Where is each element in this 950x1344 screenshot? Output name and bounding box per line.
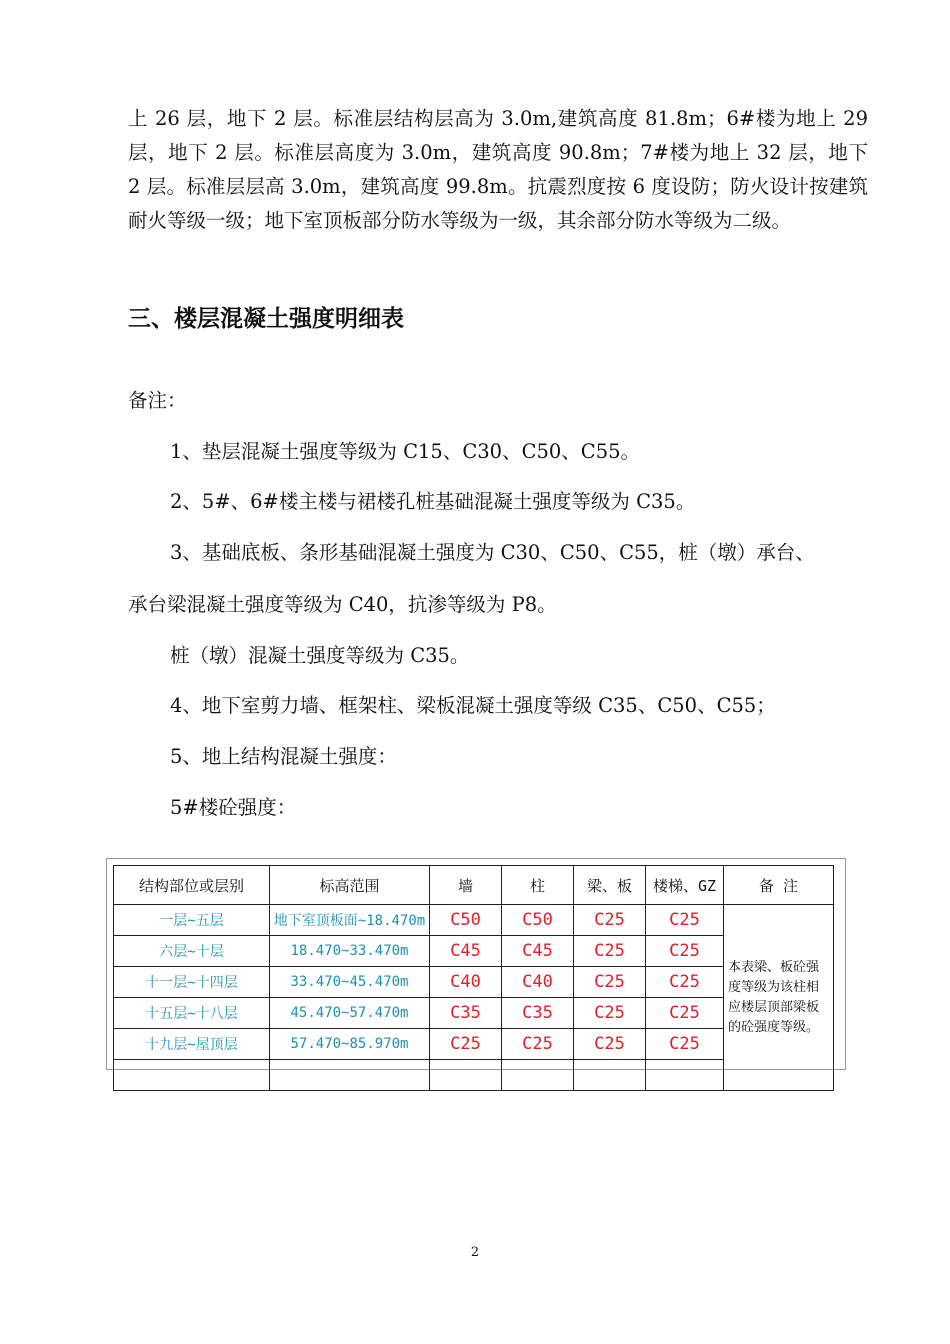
header-floor: 结构部位或层别 xyxy=(114,866,270,905)
header-column: 柱 xyxy=(502,866,574,905)
empty-cell xyxy=(430,1060,502,1091)
empty-cell xyxy=(114,1060,270,1091)
header-remarks: 备 注 xyxy=(724,866,834,905)
note-3-line-1: 3、基础底板、条形基础混凝土强度为 C30、C50、C55，桩（墩）承台、 xyxy=(170,541,815,564)
empty-cell xyxy=(646,1060,724,1091)
elevation-cell: 57.470~85.970m xyxy=(270,1029,430,1060)
elevation-cell: 地下室顶板面~18.470m xyxy=(270,905,430,936)
stair-grade-cell: C25 xyxy=(646,998,724,1029)
stair-grade-cell: C25 xyxy=(646,905,724,936)
empty-cell xyxy=(502,1060,574,1091)
note-2: 2、5#、6#楼主楼与裙楼孔桩基础混凝土强度等级为 C35。 xyxy=(170,490,696,513)
beam-grade-cell: C25 xyxy=(574,967,646,998)
note-5: 5、地上结构混凝土强度： xyxy=(170,745,397,768)
table-header-row xyxy=(114,866,834,905)
floor-cell: 十九层~屋顶层 xyxy=(114,1029,270,1060)
note-4: 4、地下室剪力墙、框架柱、梁板混凝土强度等级 C35、C50、C55； xyxy=(170,694,776,717)
stair-grade-cell: C25 xyxy=(646,1029,724,1060)
building-5-label: 5#楼砼强度： xyxy=(170,796,297,819)
concrete-strength-table-image xyxy=(106,858,846,1070)
wall-grade-cell: C45 xyxy=(430,936,502,967)
section-heading: 三、楼层混凝土强度明细表 xyxy=(128,306,404,332)
column-grade-cell: C45 xyxy=(502,936,574,967)
beam-grade-cell: C25 xyxy=(574,936,646,967)
wall-grade-cell: C25 xyxy=(430,1029,502,1060)
floor-cell: 六层~十层 xyxy=(114,936,270,967)
elevation-cell: 33.470~45.470m xyxy=(270,967,430,998)
wall-grade-cell: C35 xyxy=(430,998,502,1029)
elevation-cell: 18.470~33.470m xyxy=(270,936,430,967)
remarks-note-cell: 本表梁、板砼强度等级为该柱相应楼层顶部梁板的砼强度等级。 xyxy=(724,905,834,1091)
stair-grade-cell: C25 xyxy=(646,967,724,998)
empty-cell xyxy=(574,1060,646,1091)
header-stair-gz: 楼梯、GZ xyxy=(646,866,724,905)
floor-cell: 十五层~十八层 xyxy=(114,998,270,1029)
floor-cell: 一层~五层 xyxy=(114,905,270,936)
elevation-cell: 45.470~57.470m xyxy=(270,998,430,1029)
note-1: 1、垫层混凝土强度等级为 C15、C30、C50、C55。 xyxy=(170,440,641,463)
header-wall: 墙 xyxy=(430,866,502,905)
column-grade-cell: C40 xyxy=(502,967,574,998)
concrete-strength-table xyxy=(113,865,834,1091)
wall-grade-cell: C40 xyxy=(430,967,502,998)
empty-cell xyxy=(270,1060,430,1091)
intro-paragraph: 上 26 层，地下 2 层。标准层结构层高为 3.0m,建筑高度 81.8m；6#楼为地上 29 层，地下 2 层。标准层高度为 3.0m，建筑高度 90.8m；7#楼为地上 32 层，地下 2 层。标准层层高 3.0m，建筑高度 99.8m。抗震烈度按 6 度设防；防火设计按建筑耐火等级一级；地下室顶板部分防水等级为一级，其余部分防水等级为二级。 xyxy=(128,107,868,232)
wall-grade-cell: C50 xyxy=(430,905,502,936)
header-beam-slab: 梁、板 xyxy=(574,866,646,905)
stair-grade-cell: C25 xyxy=(646,936,724,967)
note-3-line-3: 桩（墩）混凝土强度等级为 C35。 xyxy=(170,644,470,667)
beam-grade-cell: C25 xyxy=(574,905,646,936)
floor-cell: 十一层~十四层 xyxy=(114,967,270,998)
header-elevation: 标高范围 xyxy=(270,866,430,905)
note-3-line-2: 承台梁混凝土强度等级为 C40，抗渗等级为 P8。 xyxy=(128,593,557,616)
beam-grade-cell: C25 xyxy=(574,1029,646,1060)
remarks-label: 备注： xyxy=(128,389,187,412)
column-grade-cell: C35 xyxy=(502,998,574,1029)
beam-grade-cell: C25 xyxy=(574,998,646,1029)
column-grade-cell: C50 xyxy=(502,905,574,936)
column-grade-cell: C25 xyxy=(502,1029,574,1060)
page-number: 2 xyxy=(470,1245,480,1260)
table-row xyxy=(114,905,834,936)
